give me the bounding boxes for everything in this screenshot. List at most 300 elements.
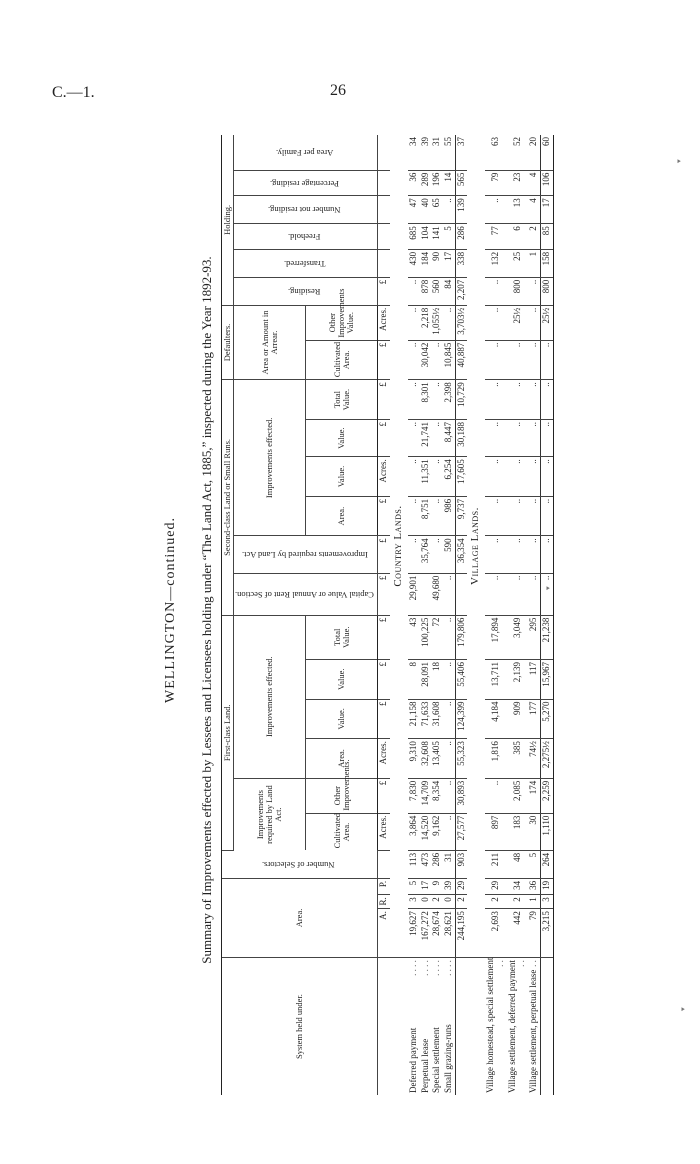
- total-cell: 244,195: [455, 909, 467, 958]
- table-cell: ..: [408, 340, 420, 380]
- table-cell: 685: [408, 224, 420, 250]
- table-cell: 4: [528, 170, 540, 196]
- table-cell: 167,272: [420, 909, 432, 958]
- table-cell: [378, 958, 390, 1095]
- total-cell: 29: [455, 878, 467, 894]
- table-cell: ..: [485, 196, 506, 224]
- rotated-page-content: [155, 110, 675, 1110]
- other-improvements-value-header: Value.: [306, 659, 378, 699]
- table-cell: ..: [431, 380, 443, 420]
- table-cell: ..: [528, 419, 540, 456]
- table-cell: 430: [408, 249, 420, 277]
- table-cell: ..: [528, 277, 540, 305]
- table-cell: ..: [485, 340, 506, 380]
- table-cell: 5: [408, 878, 420, 894]
- table-cell: 21,741: [420, 419, 432, 456]
- table-cell: ..: [431, 536, 443, 573]
- system-name: Special settlement . . . .: [431, 960, 442, 1093]
- table-cell: 177: [528, 699, 540, 739]
- table-cell: 6: [507, 224, 528, 250]
- table-cell: 1: [528, 249, 540, 277]
- def-cultivated-area-header: Cultivated Area.: [306, 340, 378, 380]
- total-cell: 5,270: [540, 699, 553, 739]
- country-lands-row: [390, 135, 408, 1095]
- table-cell: 4: [528, 196, 540, 224]
- total-cell: 338: [455, 249, 467, 277]
- table-cell: £: [378, 419, 390, 456]
- total-cell: ..: [540, 573, 553, 615]
- table-cell: 295: [528, 615, 540, 659]
- total-cell: [455, 573, 467, 615]
- table-cell: 25½: [507, 305, 528, 340]
- total-cell: 55,323: [455, 739, 467, 779]
- total-cell: 139: [455, 196, 467, 224]
- table-cell: P.: [378, 878, 390, 894]
- total-cell: 9,737: [455, 496, 467, 536]
- table-cell: 5: [528, 850, 540, 878]
- table-cell: ..: [485, 380, 506, 420]
- cultivated-value-col-header: Value.: [306, 699, 378, 739]
- table-cell: 9: [431, 878, 443, 894]
- total-cell: ..: [540, 536, 553, 573]
- total-cell: 30,188: [455, 419, 467, 456]
- system-name: Village homestead, special settlement . .: [485, 957, 506, 1093]
- total-cell: 264: [540, 850, 553, 878]
- table-row: [507, 135, 528, 1095]
- table-cell: ..: [443, 305, 455, 340]
- table-cell: 9,162: [431, 813, 443, 850]
- table-cell: 34: [408, 135, 420, 170]
- table-row: [528, 135, 540, 1095]
- table-cell: 132: [485, 249, 506, 277]
- table-cell: 8,301: [420, 380, 432, 420]
- table-cell: 5: [443, 224, 455, 250]
- total-cell: 3,215: [540, 909, 553, 958]
- total-cell: 37: [455, 135, 467, 170]
- table-cell: ..: [408, 419, 420, 456]
- table-cell: 35,764: [420, 536, 432, 573]
- table-cell: [420, 573, 432, 615]
- table-cell: 84: [443, 277, 455, 305]
- not-residing-header: Number not residing.: [234, 196, 378, 224]
- percentage-residing-header: Percentage residing.: [234, 170, 378, 196]
- defaulters-header: Defaulters.: [222, 305, 234, 380]
- table-cell: 9,310: [408, 739, 420, 779]
- table-cell: R.: [378, 895, 390, 909]
- table-cell: 7,830: [408, 778, 420, 813]
- table-cell: 55: [443, 135, 455, 170]
- improvements-required-header: Improvements required by Land Act.: [234, 778, 306, 850]
- total-cell: ..: [540, 340, 553, 380]
- table-cell: 23: [507, 170, 528, 196]
- table-cell: ..: [443, 699, 455, 739]
- table-cell: ..: [485, 536, 506, 573]
- table-cell: ..: [443, 573, 455, 615]
- def-other-value-header: Other Improvements Value.: [306, 305, 378, 340]
- table-cell: 117: [528, 659, 540, 699]
- table-cell: 2: [507, 895, 528, 909]
- table-cell: 442: [507, 909, 528, 958]
- table-cell: 473: [420, 850, 432, 878]
- table-cell: £: [378, 536, 390, 573]
- table-cell: 174: [528, 778, 540, 813]
- total-cell: ..: [540, 380, 553, 420]
- system-name: Village settlement, deferred payment . .: [506, 960, 527, 1093]
- total-value-header: Total Value.: [306, 615, 378, 659]
- table-cell: 72: [431, 615, 443, 659]
- total-cell: 124,399: [455, 699, 467, 739]
- total-row: [455, 135, 467, 1095]
- table-cell: 6,254: [443, 457, 455, 497]
- table-cell: ..: [528, 457, 540, 497]
- table-cell: £: [378, 615, 390, 659]
- table-cell: ..: [408, 380, 420, 420]
- total-cell: 15,967: [540, 659, 553, 699]
- units-row: [378, 135, 390, 1095]
- table-body: [378, 135, 553, 1095]
- table-cell: 2,085: [507, 778, 528, 813]
- table-cell: 11,351: [420, 457, 432, 497]
- table-cell: ..: [431, 496, 443, 536]
- table-cell: 2,139: [507, 659, 528, 699]
- table-cell: 2: [431, 895, 443, 909]
- table-cell: Acres.: [378, 305, 390, 340]
- table-cell: 79: [528, 909, 540, 958]
- table-cell: 28,674: [431, 909, 443, 958]
- region-title: WELLINGTON—continued.: [163, 517, 178, 703]
- table-cell: 14: [443, 170, 455, 196]
- table-cell: ..: [485, 277, 506, 305]
- cultivated-area-col-header: Area.: [306, 739, 378, 779]
- cultivated-value-2-header: Value.: [306, 457, 378, 497]
- table-cell: 48: [507, 850, 528, 878]
- table-cell: ..: [408, 277, 420, 305]
- table-cell: ..: [528, 496, 540, 536]
- table-cell: 63: [485, 135, 506, 170]
- total-cell: 10,729: [455, 380, 467, 420]
- table-cell: ..: [507, 380, 528, 420]
- table-cell: 1,816: [485, 739, 506, 779]
- improvements-required-2-header: Improvements required by Land Act.: [234, 536, 378, 573]
- table-cell: [378, 196, 390, 224]
- table-cell: 1: [528, 895, 540, 909]
- table-cell: 385: [507, 739, 528, 779]
- table-cell: 28,091: [420, 659, 432, 699]
- table-cell: 31,608: [431, 699, 443, 739]
- table-cell: 8,354: [431, 778, 443, 813]
- table-cell: 47: [408, 196, 420, 224]
- table-cell: 986: [443, 496, 455, 536]
- total-cell: 21,238: [540, 615, 553, 659]
- table-cell: ..: [443, 659, 455, 699]
- table-cell: 2: [485, 895, 506, 909]
- total-cell: 2: [455, 895, 467, 909]
- total-cell: 25½: [540, 305, 553, 340]
- cultivated-area-header: Cultivated Area.: [306, 813, 378, 850]
- table-cell: 1,055½: [431, 305, 443, 340]
- table-cell: 113: [408, 850, 420, 878]
- total-cell: 40,887: [455, 340, 467, 380]
- table-cell: 10,845: [443, 340, 455, 380]
- table-cell: ..: [485, 573, 506, 615]
- table-cell: 29: [485, 878, 506, 894]
- second-class-header: Second-class Land or Small Runs.: [222, 380, 234, 615]
- table-cell: 4,184: [485, 699, 506, 739]
- table-cell: 8,751: [420, 496, 432, 536]
- total-cell: 55,406: [455, 659, 467, 699]
- table-cell: 13: [507, 196, 528, 224]
- table-cell: 32,608: [420, 739, 432, 779]
- table-row: [420, 135, 432, 1095]
- table-cell: A.: [378, 909, 390, 958]
- table-cell: Acres.: [378, 457, 390, 497]
- table-cell: [378, 249, 390, 277]
- table-cell: 39: [443, 878, 455, 894]
- area-header: Area.: [222, 878, 378, 957]
- village-lands-row: [467, 135, 485, 1095]
- table-cell: ..: [485, 419, 506, 456]
- total-cell: 60: [540, 135, 553, 170]
- table-cell: ..: [485, 457, 506, 497]
- table-cell: 3,049: [507, 615, 528, 659]
- page-reference: C.—1.: [52, 84, 95, 101]
- table-cell: 590: [443, 536, 455, 573]
- table-cell: 30: [528, 813, 540, 850]
- table-cell: 3: [408, 895, 420, 909]
- table-row: [485, 135, 506, 1095]
- table-cell: 104: [420, 224, 432, 250]
- total-cell: ..: [540, 419, 553, 456]
- total-cell: 17,605: [455, 457, 467, 497]
- total-cell: 36,354: [455, 536, 467, 573]
- system-name: Village settlement, perpetual lease . .: [528, 960, 539, 1093]
- total-cell: 30,893: [455, 778, 467, 813]
- table-row: [408, 135, 420, 1095]
- table-cell: 800: [507, 277, 528, 305]
- total-cell: 158: [540, 249, 553, 277]
- table-cell: 20: [528, 135, 540, 170]
- residing-header: Residing.: [234, 277, 378, 305]
- table-cell: [378, 224, 390, 250]
- table-cell: 8: [408, 659, 420, 699]
- table-cell: ..: [408, 457, 420, 497]
- table-cell: [378, 850, 390, 878]
- table-cell: ..: [408, 536, 420, 573]
- total-cell: 17: [540, 196, 553, 224]
- table-cell: ..: [507, 419, 528, 456]
- table-cell: [378, 135, 390, 170]
- table-cell: 2: [528, 224, 540, 250]
- transferred-header: Transferred.: [234, 249, 378, 277]
- table-cell: £: [378, 340, 390, 380]
- total-cell: ..: [540, 457, 553, 497]
- total-cell: 27,577: [455, 813, 467, 850]
- section-title: Village Lands.: [467, 135, 485, 958]
- table-cell: 211: [485, 850, 506, 878]
- total-cell: 19: [540, 878, 553, 894]
- table-cell: 8,447: [443, 419, 455, 456]
- table-cell: 13,405: [431, 739, 443, 779]
- table-cell: 36: [528, 878, 540, 894]
- table-cell: ..: [507, 496, 528, 536]
- total-cell: 2,207: [455, 277, 467, 305]
- table-cell: ..: [528, 536, 540, 573]
- table-cell: 29,901: [408, 573, 420, 615]
- table-cell: 2,218: [420, 305, 432, 340]
- selectors-header: Number of Selectors.: [222, 850, 378, 878]
- table-cell: 878: [420, 277, 432, 305]
- table-row: [431, 135, 443, 1095]
- margin-mark: ‣: [545, 584, 551, 595]
- table-cell: 17,894: [485, 615, 506, 659]
- table-cell: 28,621: [443, 909, 455, 958]
- table-cell: Acres.: [378, 813, 390, 850]
- table-cell: 79: [485, 170, 506, 196]
- other-improvements-value-2-header: Value.: [306, 419, 378, 456]
- table-cell: ..: [408, 305, 420, 340]
- first-class-header: First-class Land.: [222, 615, 234, 850]
- table-cell: 897: [485, 813, 506, 850]
- table-cell: ..: [485, 305, 506, 340]
- table-cell: ..: [507, 573, 528, 615]
- total-cell: 565: [455, 170, 467, 196]
- table-cell: 52: [507, 135, 528, 170]
- table-cell: 90: [431, 249, 443, 277]
- table-cell: 184: [420, 249, 432, 277]
- total-cell: 85: [540, 224, 553, 250]
- system-header: System held under.: [222, 958, 378, 1095]
- table-cell: 0: [443, 895, 455, 909]
- table-cell: £: [378, 778, 390, 813]
- table-cell: 2,398: [443, 380, 455, 420]
- table-cell: 17: [443, 249, 455, 277]
- table-cell: ..: [443, 739, 455, 779]
- table-cell: ..: [431, 340, 443, 380]
- table-cell: ..: [507, 536, 528, 573]
- table-cell: £: [378, 699, 390, 739]
- table-cell: 289: [420, 170, 432, 196]
- table-cell: 40: [420, 196, 432, 224]
- table-cell: 34: [507, 878, 528, 894]
- table-cell: 141: [431, 224, 443, 250]
- table-cell: 71,633: [420, 699, 432, 739]
- table-cell: ..: [528, 340, 540, 380]
- table-cell: ..: [485, 778, 506, 813]
- table-cell: ..: [431, 457, 443, 497]
- improvements-table: [221, 135, 554, 1095]
- improvements-effected-header: Improvements effected.: [234, 615, 306, 778]
- table-cell: ..: [408, 496, 420, 536]
- total-cell: 286: [455, 224, 467, 250]
- table-cell: ..: [507, 340, 528, 380]
- system-name: Small grazing-runs . . . .: [442, 960, 453, 1093]
- table-cell: 183: [507, 813, 528, 850]
- system-name: Perpetual lease . . . .: [419, 960, 430, 1093]
- total-cell: 2,259: [540, 778, 553, 813]
- table-cell: 14,709: [420, 778, 432, 813]
- table-cell: 0: [420, 895, 432, 909]
- table-cell: £: [378, 496, 390, 536]
- table-cell: ..: [443, 196, 455, 224]
- total-cell: 106: [540, 170, 553, 196]
- table-cell: 560: [431, 277, 443, 305]
- table-cell: Acres.: [378, 739, 390, 779]
- table-cell: 39: [420, 135, 432, 170]
- total-cell: 903: [455, 850, 467, 878]
- page-number: 26: [330, 82, 346, 99]
- total-cell: ..: [540, 496, 553, 536]
- table-cell: £: [378, 659, 390, 699]
- cultivated-area-2-header: Area.: [306, 496, 378, 536]
- total-cell: 179,806: [455, 615, 467, 659]
- table-cell: 65: [431, 196, 443, 224]
- total-cell: 2,275½: [540, 739, 553, 779]
- area-per-family-header: Area per Family.: [234, 135, 378, 170]
- table-cell: [378, 170, 390, 196]
- table-cell: 18: [431, 659, 443, 699]
- capital-value-header: Capital Value or Annual Rent of Section.: [234, 573, 378, 615]
- table-cell: ..: [443, 615, 455, 659]
- table-cell: 25: [507, 249, 528, 277]
- table-cell: 909: [507, 699, 528, 739]
- improvements-effected-2-header: Improvements effected.: [234, 380, 306, 536]
- table-row: [443, 135, 455, 1095]
- table-cell: ..: [507, 457, 528, 497]
- margin-mark: ‣: [676, 157, 682, 168]
- table-cell: £: [378, 573, 390, 615]
- table-cell: 2,693: [485, 909, 506, 958]
- total-value-2-header: Total Value.: [306, 380, 378, 420]
- table-cell: ..: [485, 496, 506, 536]
- table-cell: 14,520: [420, 813, 432, 850]
- table-cell: 31: [431, 135, 443, 170]
- table-cell: £: [378, 380, 390, 420]
- system-name: Deferred payment . . . .: [407, 960, 418, 1093]
- table-cell: ..: [443, 813, 455, 850]
- total-cell: 3,703½: [455, 305, 467, 340]
- holding-header: Holding.: [222, 135, 234, 305]
- table-cell: 21,158: [408, 699, 420, 739]
- margin-mark: ‣: [680, 1005, 686, 1016]
- table-cell: 49,680: [431, 573, 443, 615]
- table-cell: ..: [528, 305, 540, 340]
- freehold-header: Freehold.: [234, 224, 378, 250]
- table-cell: ..: [431, 419, 443, 456]
- other-improvements-short-header: Other Improvements.: [306, 778, 378, 813]
- area-or-amount-header: Area or Amount in Arrear.: [234, 305, 306, 380]
- table-cell: 36: [408, 170, 420, 196]
- total-cell: 800: [540, 277, 553, 305]
- total-cell: 3: [540, 895, 553, 909]
- table-cell: 286: [431, 850, 443, 878]
- table-cell: £: [378, 277, 390, 305]
- table-cell: 30,042: [420, 340, 432, 380]
- table-cell: 77: [485, 224, 506, 250]
- table-cell: 19,627: [408, 909, 420, 958]
- table-cell: 43: [408, 615, 420, 659]
- table-cell: 31: [443, 850, 455, 878]
- table-cell: 17: [420, 878, 432, 894]
- section-title: Country Lands.: [390, 135, 408, 958]
- table-cell: ..: [528, 380, 540, 420]
- table-cell: 74½: [528, 739, 540, 779]
- table-cell: 100,225: [420, 615, 432, 659]
- total-row: [540, 135, 553, 1095]
- total-cell: 1,110: [540, 813, 553, 850]
- table-cell: ..: [443, 778, 455, 813]
- table-cell: ..: [528, 573, 540, 615]
- table-cell: 3,864: [408, 813, 420, 850]
